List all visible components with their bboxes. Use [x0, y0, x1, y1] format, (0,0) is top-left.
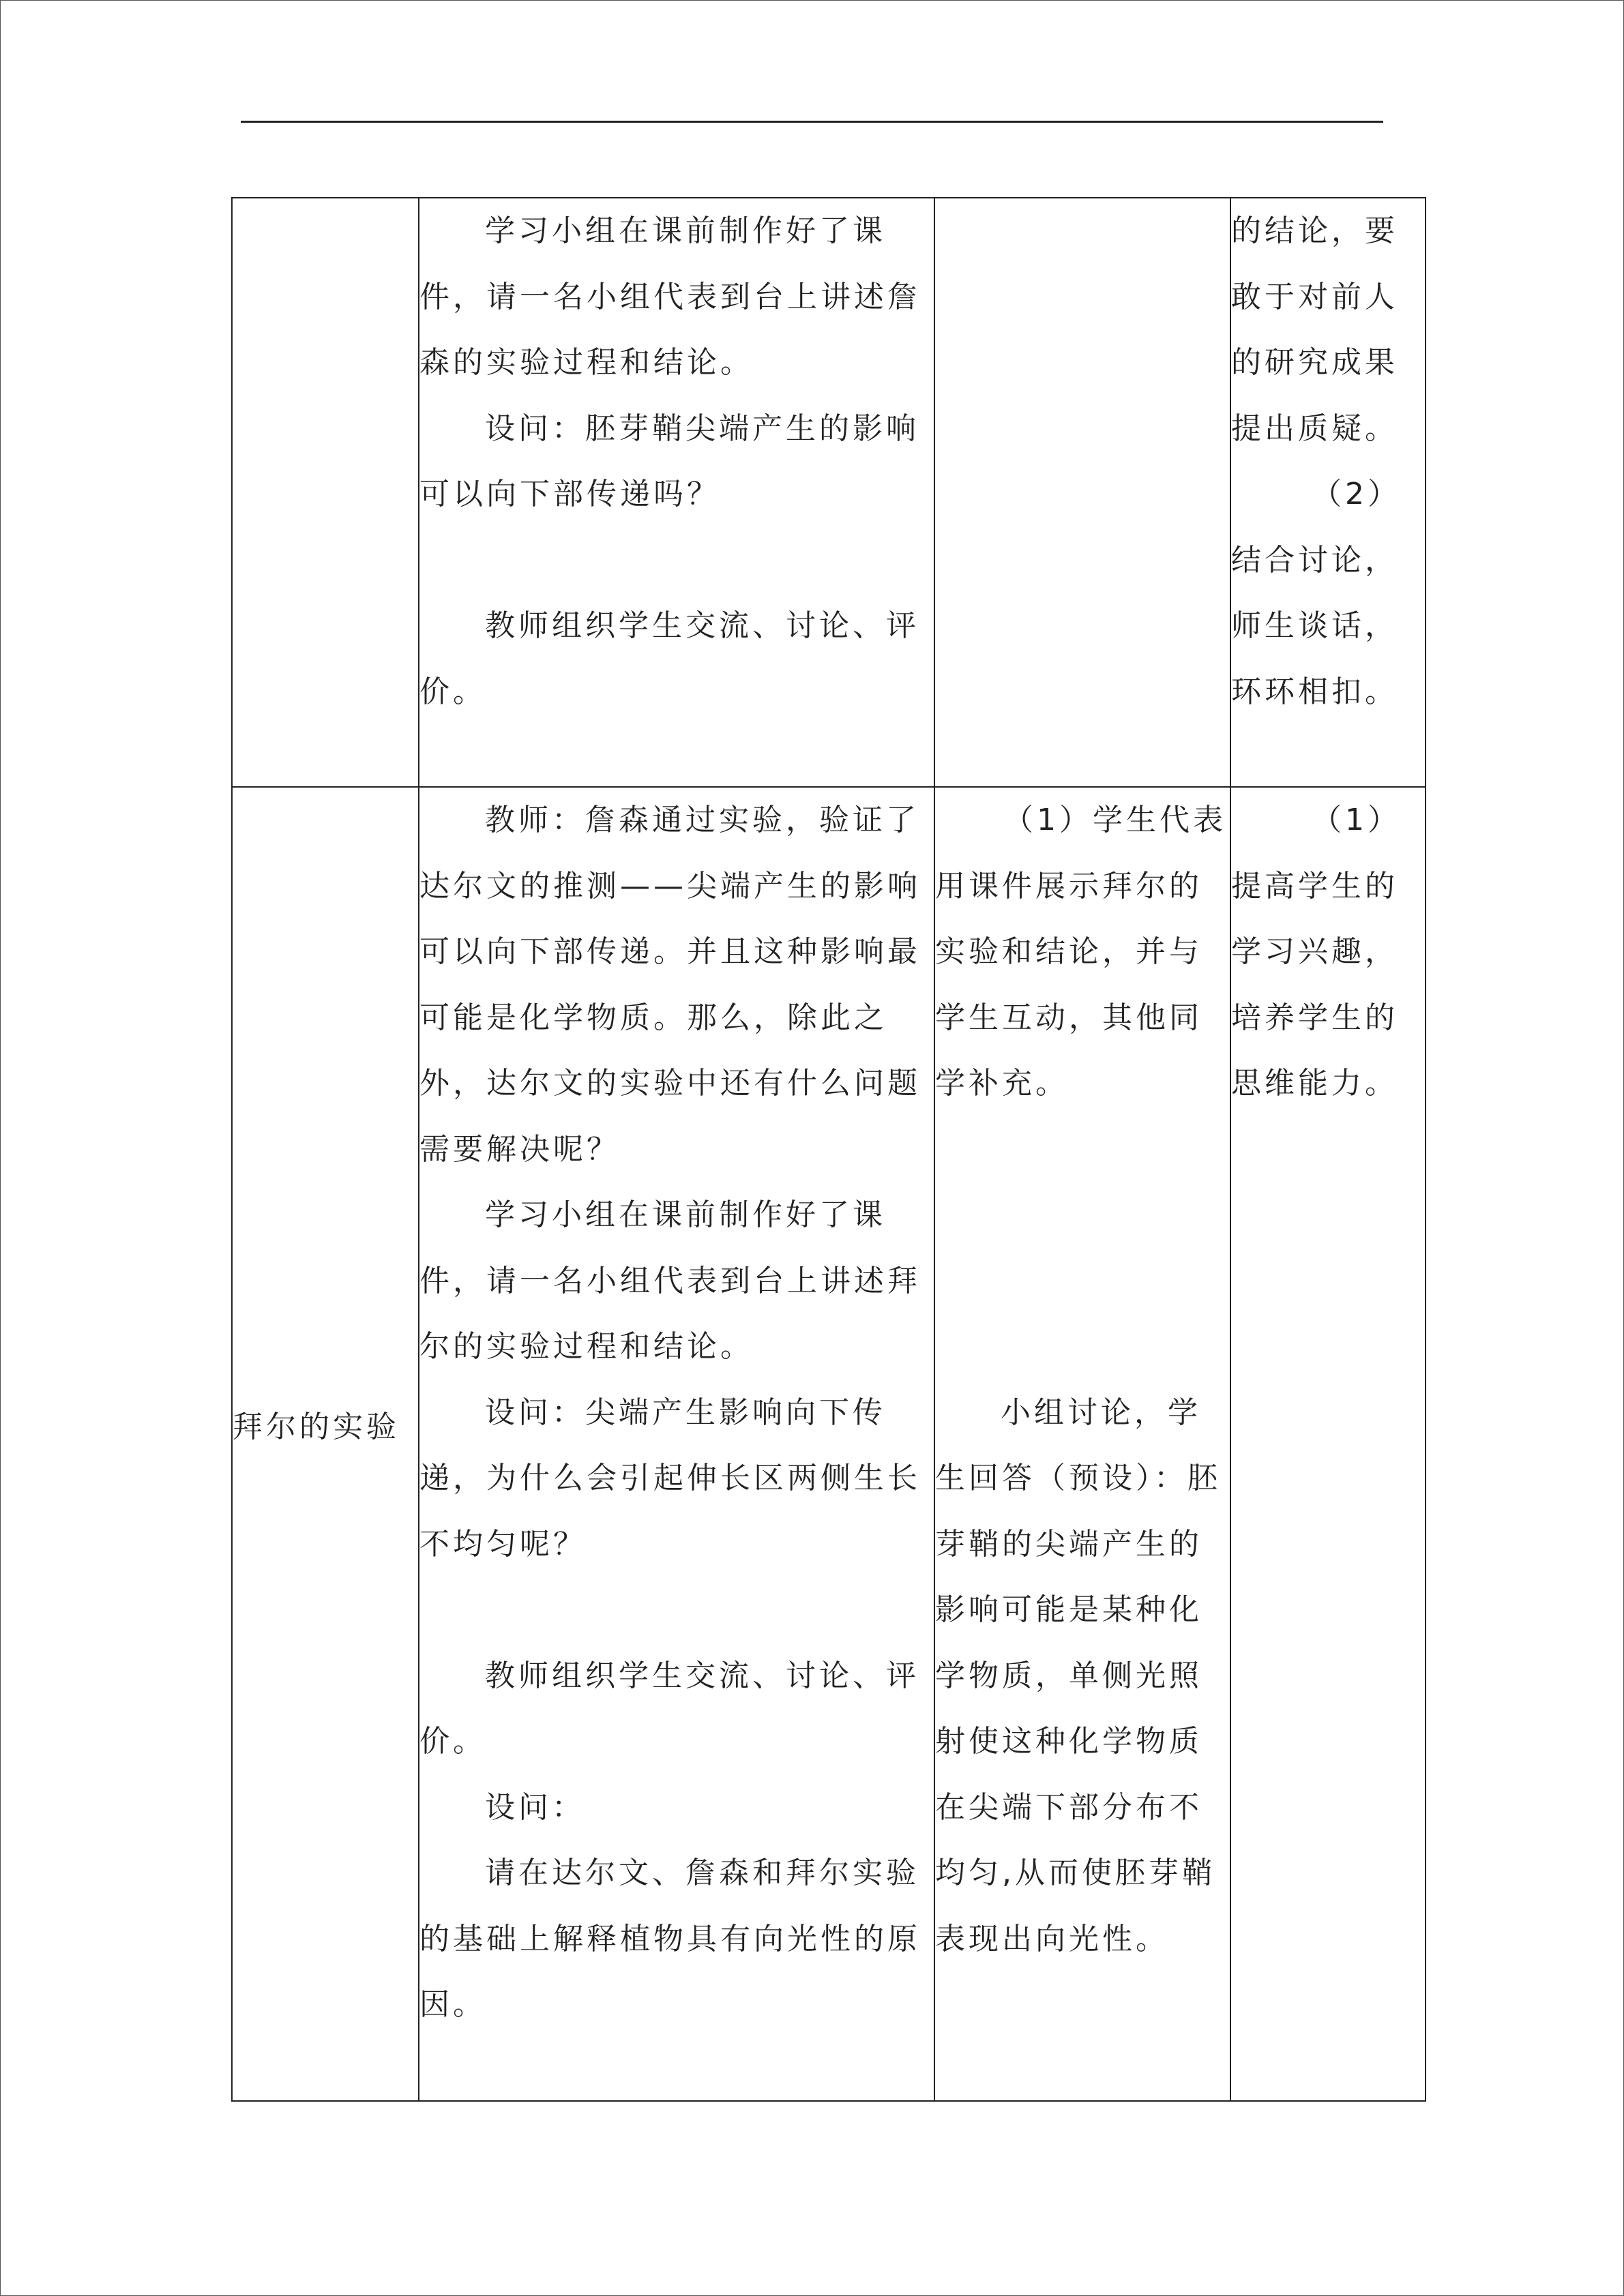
teacher-activity-cell	[419, 198, 934, 787]
teacher-paragraph: 教师组织学生交流、讨论、评价。	[419, 608, 919, 709]
table-row	[232, 198, 1426, 787]
design-intent-cell	[1230, 198, 1426, 787]
spacer	[419, 528, 934, 594]
student-paragraph: （1）学生代表用课件展示拜尔的实验和结论，并与学生互动，其他同学补充。	[935, 803, 1226, 1101]
teacher-paragraph: 设问：胚芽鞘尖端产生的影响可以向下部传递吗？	[419, 411, 919, 511]
teacher-paragraph: 学习小组在课前制作好了课件，请一名小组代表到台上讲述詹森的实验过程和结论。	[419, 213, 921, 380]
table-row	[232, 787, 1426, 2101]
student-paragraph: 小组讨论，学生回答（预设）：胚芽鞘的尖端产生的影响可能是某种化学物质，单侧光照射使这种化学物质在尖端下部分布不均匀,从而使胚芽鞘表现出向光性。	[935, 1395, 1221, 1956]
stage-cell	[232, 198, 419, 787]
intent-paragraph: （2）结合讨论，师生谈话，环环相扣。	[1231, 477, 1401, 709]
design-intent-cell	[1230, 787, 1426, 2101]
teacher-paragraph: 教师：詹森通过实验，验证了达尔文的推测——尖端产生的影响可以向下部传递。并且这种影响最可能是化学物质。那么，除此之外，达尔文的实验中还有什么问题需要解决呢？	[419, 803, 921, 1167]
teacher-paragraph: 请在达尔文、詹森和拜尔实验的基础上解释植物具有向光性的原因。	[419, 1855, 921, 2022]
intent-paragraph: 的结论，要敢于对前人的研究成果提出质疑。	[1231, 213, 1398, 446]
student-activity-cell	[934, 198, 1230, 787]
lesson-plan-table	[231, 197, 1426, 2102]
intent-paragraph: （1）提高学生的学习兴趣，培养学生的思维能力。	[1231, 803, 1401, 1101]
teacher-paragraph: 设问：尖端产生影响向下传递，为什么会引起伸长区两侧生长不均匀呢？	[419, 1395, 921, 1562]
header-rule	[241, 121, 1383, 123]
spacer	[419, 1577, 934, 1643]
stage-label: 拜尔的实验	[233, 1410, 400, 1445]
teacher-paragraph: 学习小组在课前制作好了课件，请一名小组代表到台上讲述拜尔的实验过程和结论。	[419, 1197, 921, 1364]
teacher-paragraph: 设问：	[485, 1789, 585, 1825]
stage-cell	[232, 787, 419, 2101]
teacher-paragraph: 教师组织学生交流、讨论、评价。	[419, 1658, 919, 1759]
teacher-activity-cell	[419, 787, 934, 2101]
student-activity-cell	[934, 787, 1230, 2101]
